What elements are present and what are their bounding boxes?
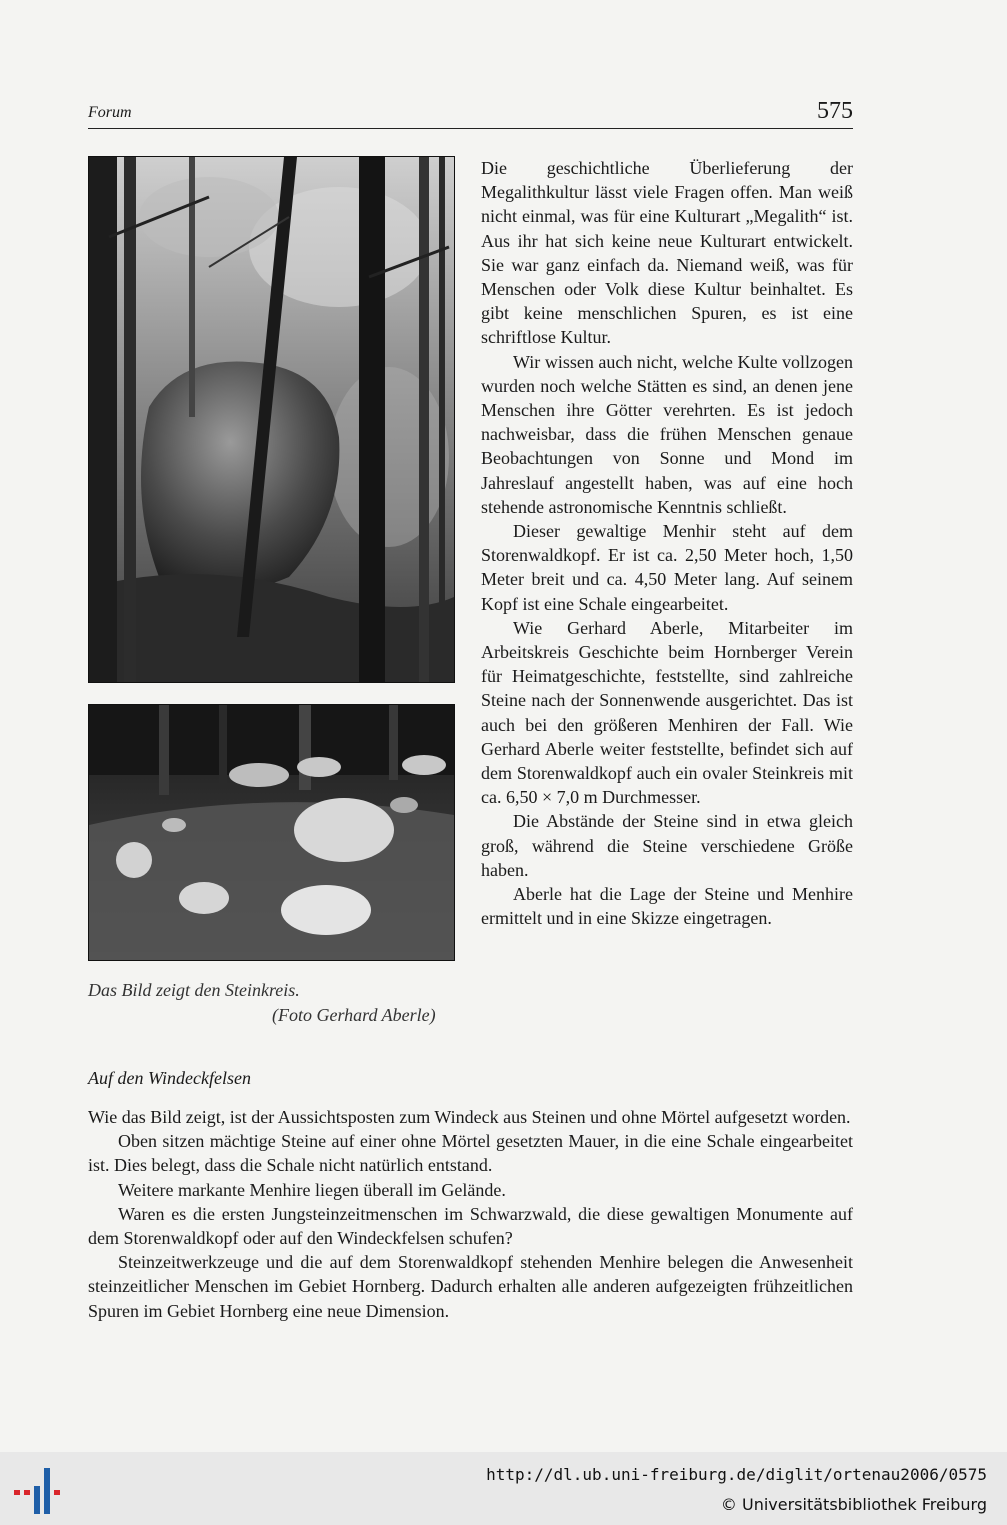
paragraph: Wie Gerhard Aberle, Mitarbeiter im Arbeitskreis Geschichte beim Hornberger Verein für Heimatgeschichte, feststellte, sind zahlreiche Steine nach der Sonnenwende ausgerichtet. Das ist auch bei den größeren Menhiren der Fall. Wie Gerhard Aberle weiter feststellte, befindet sich auf dem Storenwaldkopf auch ein ovaler Steinkreis mit ca. 6,50 × 7,0 m Durchmesser. xyxy=(481,617,853,808)
photo-credit: (Foto Gerhard Aberle) xyxy=(272,1005,436,1025)
paragraph: Weitere markante Menhire liegen überall im Gelände. xyxy=(118,1179,506,1200)
page-number: 575 xyxy=(817,98,853,124)
section-subheading: Auf den Windeckfelsen xyxy=(88,1068,251,1088)
paragraph: Wie das Bild zeigt, ist der Aussichtsposten zum Windeck aus Steinen und ohne Mörtel aufgesetzt worden. xyxy=(88,1107,851,1127)
photo-caption: Das Bild zeigt den Steinkreis. xyxy=(88,980,300,1000)
paragraph: Aberle hat die Lage der Steine und Menhire ermittelt und in eine Skizze eingetragen. xyxy=(481,884,853,929)
paragraph: Waren es die ersten Jungsteinzeitmenschen im Schwarzwald, die diese gewaltigen Monumente auf dem Storenwaldkopf oder auf den Windeckfelsen schufen? xyxy=(88,1203,853,1249)
copyright-notice: © Universitätsbibliothek Freiburg xyxy=(720,1495,987,1514)
section-title: Forum xyxy=(88,104,132,121)
document-url-link[interactable]: http://dl.ub.uni-freiburg.de/diglit/ortenau2006/0575 xyxy=(486,1465,987,1484)
ub-freiburg-logo-icon[interactable] xyxy=(14,1466,64,1516)
stone-circle-photo xyxy=(88,704,455,961)
right-column-text xyxy=(481,156,853,931)
paragraph: Wir wissen auch nicht, welche Kulte vollzogen wurden noch welche Stätten es sind, an denen jene Menschen ihre Götter verehrten. Es ist jedoch nachweisbar, dass die frühen Menschen genaue Beobachtungen von Sonne und Mond im Jahreslauf angestellt haben, was auf eine hoch stehende astronomische Kenntnis schließt. xyxy=(481,351,853,517)
page-header xyxy=(88,98,853,129)
paragraph: Die Abstände der Steine sind in etwa gleich groß, während die Steine verschiedene Größe haben. xyxy=(481,811,853,880)
paragraph: Die geschichtliche Überlieferung der Megalithkultur lässt viele Fragen offen. Man weiß nicht einmal, was für eine Kulturart „Megalith“ ist. Aus ihr hat sich keine neue Kulturart entwickelt. Sie war ganz einfach da. Niemand weiß, was für Menschen oder Volk diese Kultur beinhaltet. Es gibt keine menschlichen Spuren, es ist eine schriftlose Kultur. xyxy=(481,158,853,348)
menhir-forest-photo xyxy=(88,156,455,683)
bottom-text xyxy=(88,1105,853,1323)
paragraph: Dieser gewaltige Menhir steht auf dem Storenwaldkopf. Er ist ca. 2,50 Meter hoch, 1,50 Meter breit und ca. 4,50 Meter lang. Auf seinem Kopf ist eine Schale eingearbeitet. xyxy=(481,521,853,614)
paragraph: Oben sitzen mächtige Steine auf einer ohne Mörtel gesetzten Mauer, in die eine Schale eingearbeitet ist. Dies belegt, dass die Schale nicht natürlich entstand. xyxy=(88,1131,853,1176)
viewer-footer xyxy=(0,1452,1007,1525)
paragraph: Steinzeitwerkzeuge und die auf dem Storenwaldkopf stehenden Menhire belegen die Anwesenheit steinzeitlicher Menschen im Gebiet Hornberg. Dadurch erhalten alle anderen aufgezeigten frühzeitlichen Spuren im Gebiet Hornberg eine neue Dimension. xyxy=(88,1252,853,1321)
